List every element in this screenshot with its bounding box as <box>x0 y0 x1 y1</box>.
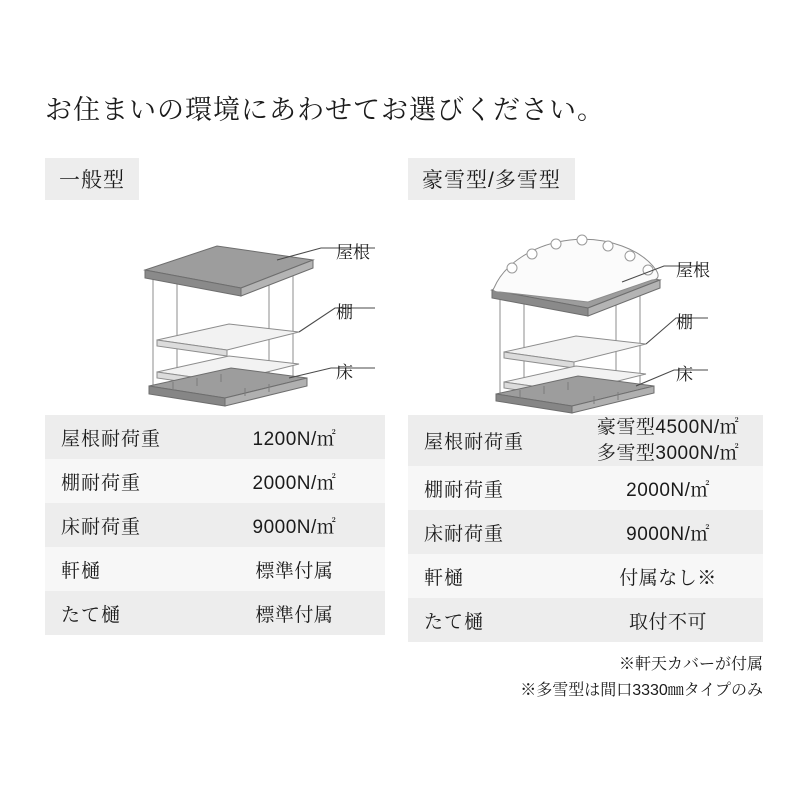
heavy-snow-type-label: 豪雪型/多雪型 <box>408 158 575 200</box>
table-row <box>408 554 763 598</box>
spec-key: たて樋 <box>408 598 573 642</box>
spec-value: 9000N/㎡ <box>573 510 763 554</box>
table-row <box>408 466 763 510</box>
heavy-snow-type-spec-table <box>408 415 763 642</box>
spec-value-line1: 豪雪型4500N/㎡ <box>596 417 740 438</box>
spec-value <box>573 415 763 466</box>
spec-value: 標準付属 <box>204 591 385 635</box>
table-row <box>408 415 763 466</box>
spec-key: 床耐荷重 <box>408 510 573 554</box>
spec-key: たて樋 <box>45 591 204 635</box>
footnote-1: ※軒天カバーが付属 <box>618 656 763 674</box>
spec-key: 軒樋 <box>45 547 204 591</box>
spec-key: 屋根耐荷重 <box>45 415 204 459</box>
callout-shelf-left: 棚 <box>336 303 353 322</box>
general-type-section <box>45 158 385 635</box>
heavy-snow-type-section <box>408 158 763 703</box>
table-row <box>45 591 385 635</box>
general-type-illustration <box>45 200 385 415</box>
spec-value: 付属なし※ <box>573 554 763 598</box>
heavy-snow-type-illustration <box>408 200 763 415</box>
table-row <box>408 510 763 554</box>
callout-roof-right: 屋根 <box>676 261 710 280</box>
spec-value: 9000N/㎡ <box>204 503 385 547</box>
footnotes <box>408 652 763 703</box>
spec-key: 棚耐荷重 <box>45 459 204 503</box>
spec-value-line2: 多雪型3000N/㎡ <box>596 442 740 464</box>
general-type-label: 一般型 <box>45 158 139 200</box>
heavy-snow-type-drawing <box>408 200 763 415</box>
callout-floor-right: 床 <box>676 365 693 384</box>
table-row <box>45 459 385 503</box>
callout-roof-left: 屋根 <box>336 243 370 262</box>
spec-value: 2000N/㎡ <box>204 459 385 503</box>
table-row <box>45 415 385 459</box>
spec-key: 屋根耐荷重 <box>408 415 573 466</box>
callout-shelf-right: 棚 <box>676 313 693 332</box>
spec-key: 床耐荷重 <box>45 503 204 547</box>
table-row <box>45 503 385 547</box>
spec-value: 1200N/㎡ <box>204 415 385 459</box>
table-row <box>408 598 763 642</box>
spec-key: 棚耐荷重 <box>408 466 573 510</box>
page-title: お住まいの環境にあわせてお選びください。 <box>45 95 605 125</box>
general-type-spec-table <box>45 415 385 635</box>
footnote-2: ※多雪型は間口3330㎜タイプのみ <box>520 681 763 699</box>
table-row <box>45 547 385 591</box>
spec-key: 軒樋 <box>408 554 573 598</box>
callout-floor-left: 床 <box>336 363 353 382</box>
general-type-drawing <box>45 200 385 415</box>
spec-value: 取付不可 <box>573 598 763 642</box>
spec-value: 標準付属 <box>204 547 385 591</box>
spec-value: 2000N/㎡ <box>573 466 763 510</box>
